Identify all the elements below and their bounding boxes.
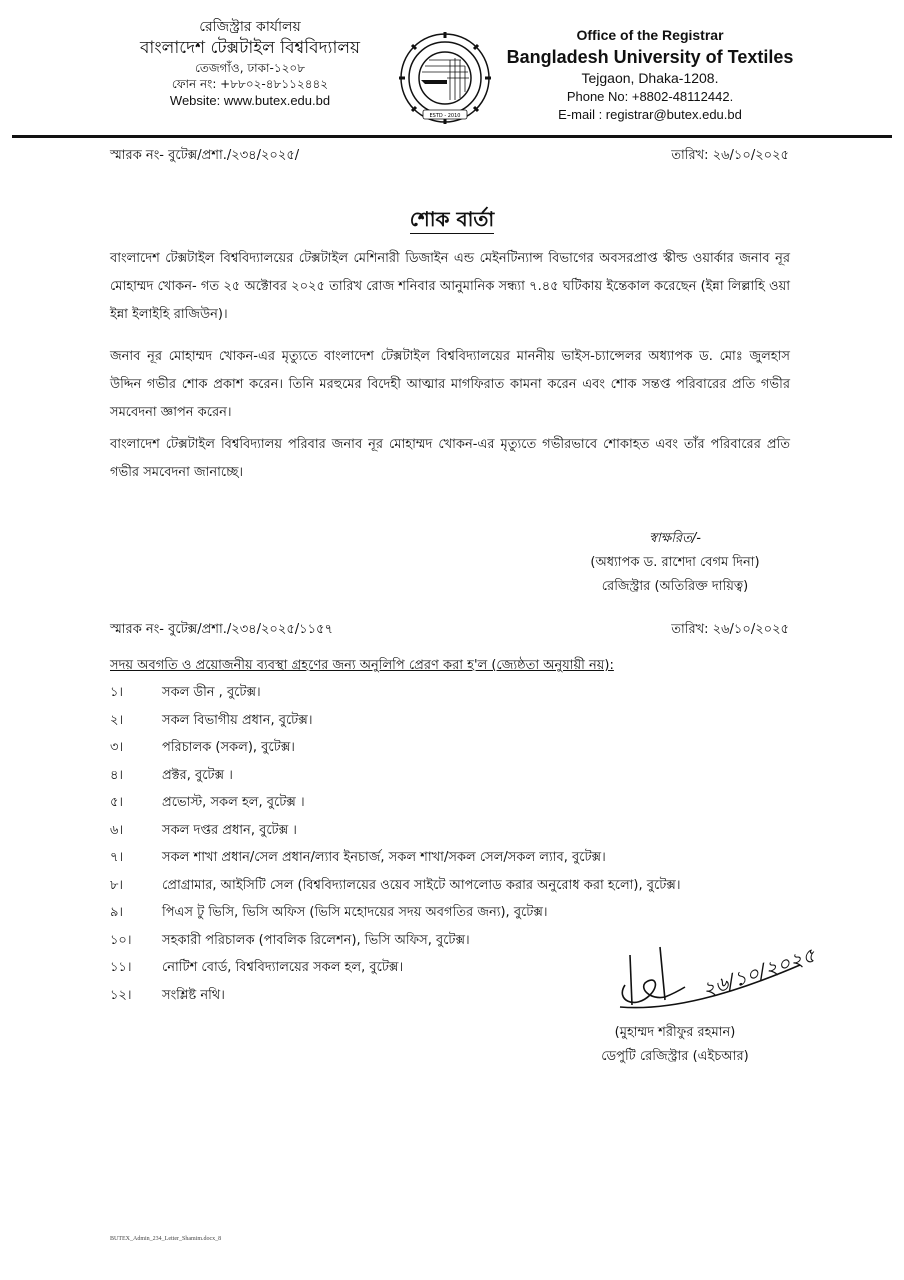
page-title: শোক বার্তা (0, 205, 904, 238)
list-item: ৩। পরিচালক (সকল), বুটেক্স। (110, 740, 295, 755)
university-name-bn: বাংলাদেশ টেক্সটাইল বিশ্ববিদ্যালয় (139, 37, 361, 58)
list-item: ১। সকল ডীন , বুটেক্স। (110, 685, 261, 700)
signatory-designation: রেজিস্ট্রার (অতিরিক্ত দায়িত্ব) (601, 579, 749, 594)
memo-number-2: স্মারক নং- বুটেক্স/প্রশা./২৩৪/২০২৫/১১৫৭ (110, 622, 333, 637)
email[interactable]: E-mail : registrar@butex.edu.bd (558, 106, 742, 122)
signatory-name-2: (মুহাম্মদ শরীফুর রহমান) (614, 1025, 736, 1040)
paragraph-1: বাংলাদেশ টেক্সটাইল বিশ্ববিদ্যালয়ের টেক্সটাইল মেশিনারী ডিজাইন এন্ড মেইনটিন্যান্স বিভাগের অবসরপ্রাপ্ত স্কীল্ড ওয়ার্কার জনাব নূর মোহাম্মদ খোকন- গত ২৫ অক্টোবর ২০২৫ তারিখ রোজ শনিবার আনুমানিক সন্ধ্যা ৭.৪৫ ঘটিকায় ইন্তেকাল করেছেন (ইন্না লিল্লাহি ওয়া ইন্না ইলাইহি রাজিউন)। (110, 251, 790, 322)
address-bn: তেজগাঁও, ঢাকা-১২০৮ (194, 60, 306, 75)
list-item: ৮। প্রোগ্রামার, আইসিটি সেল (বিশ্ববিদ্যালয়ের ওয়েব সাইটে আপলোড করার অনুরোধ করা হলো), বুটেক্স। (110, 877, 681, 893)
list-item: ৭। সকল শাখা প্রধান/সেল প্রধান/ল্যাব ইনচার্জ, সকল শাখা/সকল সেল/সকল ল্যাব, বুটেক্স। (110, 850, 606, 865)
handwritten-date: ২৬/১০/২০২৫ (699, 945, 819, 1002)
cc-list (110, 683, 681, 1013)
signatory-registrar (560, 527, 790, 599)
office-name-en: Office of the Registrar (576, 27, 724, 43)
cc-heading: সদয় অবগতি ও প্রয়োজনীয় ব্যবস্থা গ্রহণের জন্য অনুলিপি প্রেরণ করা হ'ল (জ্যেষ্ঠতা অনুযায়ী নয়): (110, 658, 614, 673)
university-seal-icon (395, 30, 495, 130)
header-english (500, 26, 800, 123)
header-bangla (100, 18, 400, 110)
memo-number: স্মারক নং- বুটেক্স/প্রশা./২৩৪/২০২৫/ (110, 148, 300, 163)
list-item: ১১। নোটিশ বোর্ড, বিশ্ববিদ্যালয়ের সকল হল, বুটেক্স। (110, 960, 404, 975)
signed-mark: স্বাক্ষরিত/- (649, 531, 701, 546)
memo-date: তারিখ: ২৬/১০/২০২৫ (671, 148, 789, 163)
seal-estd: ESTD - 2010 (429, 113, 461, 119)
office-name-bn: রেজিস্ট্রার কার্যালয় (199, 19, 301, 35)
list-item: ২। সকল বিভাগীয় প্রধান, বুটেক্স। (110, 712, 313, 728)
list-item: ১০। সহকারী পরিচালক (পাবলিক রিলেশন), ভিসি অফিস, বুটেক্স। (110, 932, 470, 948)
website[interactable]: Website: www.butex.edu.bd (169, 93, 331, 109)
signatory-designation-2: ডেপুটি রেজিস্ট্রার (এইচআর) (601, 1049, 749, 1064)
memo-date-2: তারিখ: ২৬/১০/২০২৫ (671, 622, 789, 637)
paragraph-3: বাংলাদেশ টেক্সটাইল বিশ্ববিদ্যালয় পরিবার জনাব নূর মোহাম্মদ খোকন-এর মৃত্যুতে গভীরভাবে শোকাহত এবং তাঁর পরিবারের প্রতি গভীর সমবেদনা জানাচ্ছে। (110, 437, 790, 480)
phone-en: Phone No: +8802-48112442. (566, 89, 734, 105)
list-item: ৬। সকল দপ্তর প্রধান, বুটেক্স । (110, 822, 297, 838)
signatory-name: (অধ্যাপক ড. রাশেদা বেগম দিনা) (590, 555, 760, 570)
list-item: ৯। পিএস টু ভিসি, ভিসি অফিস (ভিসি মহোদয়ের সদয় অবগতির জন্য), বুটেক্স। (110, 905, 548, 920)
address-en: Tejgaon, Dhaka-1208. (581, 70, 719, 87)
list-item: ৪। প্রক্টর, বুটেক্স । (110, 767, 233, 783)
list-item: ৫। প্রভোস্ট, সকল হল, বুটেক্স । (110, 795, 305, 810)
header-divider (12, 135, 892, 138)
list-item: ১২। সংশ্লিষ্ট নথি। (110, 987, 225, 1003)
footer-filename: BUTEX_Admin_234_Letter_Shamim.docx_8 (110, 1236, 222, 1242)
phone-bn: ফোন নং: +৮৮০২-৪৮১১২৪৪২ (171, 77, 329, 92)
handwritten-signature (610, 945, 840, 1029)
signatory-deputy-registrar (560, 1021, 790, 1069)
paragraph-2: জনাব নূর মোহাম্মদ খোকন-এর মৃত্যুতে বাংলাদেশ টেক্সটাইল বিশ্ববিদ্যালয়ের মাননীয় ভাইস-চ্যান্সেলর অধ্যাপক ড. মোঃ জুলহাস উদ্দিন গভীর শোক প্রকাশ করেন। তিনি মরহুমের বিদেহী আত্মার মাগফিরাত কামনা করেন এবং শোক সন্তপ্ত পরিবারের প্রতি গভীর সমবেদনা জ্ঞাপন করেন। (110, 349, 790, 420)
university-name-en: Bangladesh University of Textiles (506, 46, 794, 67)
